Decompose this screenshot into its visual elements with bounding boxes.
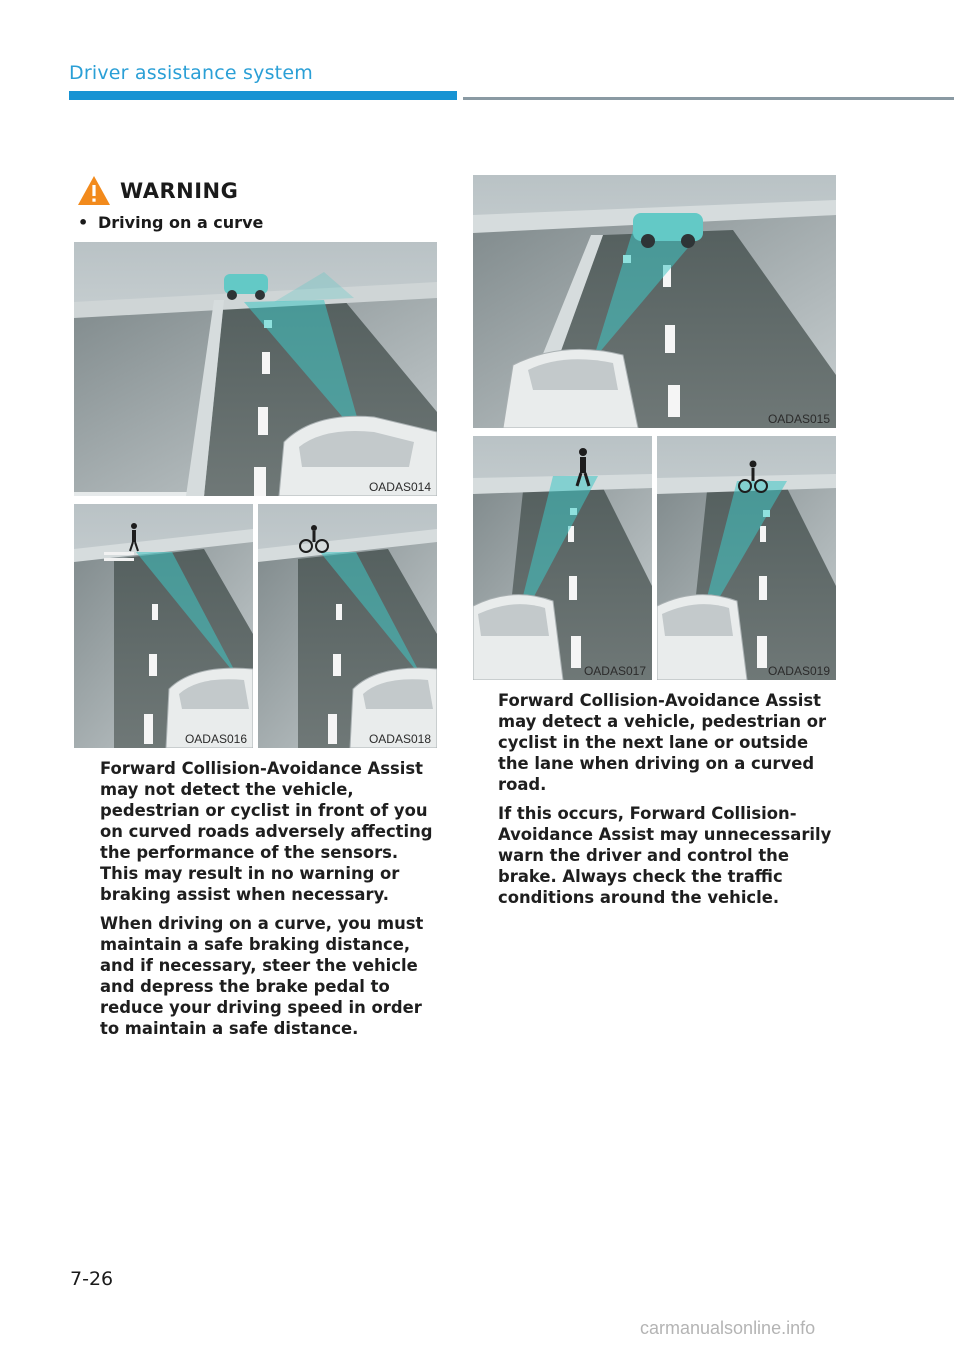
paragraph: If this occurs, Forward Collision-Avoidance Assist may unnecessarily warn the driver and control the brake. Always check the traffic conditions around the vehicle.: [498, 804, 832, 907]
figure-oadas015: [473, 175, 836, 428]
figure-oadas014: [74, 242, 437, 496]
header-rule-accent: [69, 91, 457, 100]
watermark: carmanualsonline.info: [640, 1318, 816, 1338]
header-rule: [463, 97, 954, 100]
warning-triangle-icon: [76, 174, 112, 208]
next-lane-vehicle-illustration: [473, 175, 836, 428]
curve-road-vehicle-illustration: [74, 242, 437, 496]
outside-lane-cyclist-illustration: [657, 436, 836, 680]
figure-oadas017: [473, 436, 652, 680]
figure-caption: OADAS017: [583, 664, 646, 678]
curve-road-cyclist-illustration: [258, 504, 437, 748]
figure-oadas018: [258, 504, 437, 748]
section-title: Driver assistance system: [69, 62, 313, 84]
left-body-text: [100, 758, 440, 1047]
warning-bullet-text: Driving on a curve: [98, 213, 264, 232]
figure-caption: OADAS019: [767, 664, 830, 678]
figure-caption: OADAS015: [767, 412, 830, 426]
warning-label: WARNING: [120, 179, 239, 203]
ego-vehicle-icon: [657, 595, 747, 680]
paragraph: Forward Collision-Avoidance Assist may detect a vehicle, pedestrian or cyclist in the next lane or outside the lane when driving on a curved road.: [498, 691, 827, 794]
bullet-icon: •: [78, 213, 89, 232]
curve-road-pedestrian-illustration: [74, 504, 253, 748]
figure-caption: OADAS016: [184, 732, 247, 746]
figure-oadas016: [74, 504, 253, 748]
paragraph: Forward Collision-Avoidance Assist may not detect the vehicle, pedestrian or cyclist in front of you on curved roads adversely affecting the performance of the sensors. This may result in no warning or braking assist when necessary.: [100, 759, 433, 904]
ego-vehicle-icon: [503, 349, 638, 428]
page-number: 7-26: [70, 1268, 114, 1290]
warning-bullet: [78, 213, 263, 232]
warning-heading: [76, 174, 238, 208]
paragraph: When driving on a curve, you must maintain a safe braking distance, and if necessary, steer the vehicle and depress the brake pedal to reduce your driving speed in order to maintain a safe distance.: [100, 914, 424, 1038]
outside-lane-pedestrian-illustration: [473, 436, 652, 680]
figure-caption: OADAS014: [368, 480, 431, 494]
figure-caption: OADAS018: [368, 732, 431, 746]
ego-vehicle-icon: [473, 595, 563, 680]
figure-oadas019: [657, 436, 836, 680]
right-body-text: [498, 690, 838, 916]
